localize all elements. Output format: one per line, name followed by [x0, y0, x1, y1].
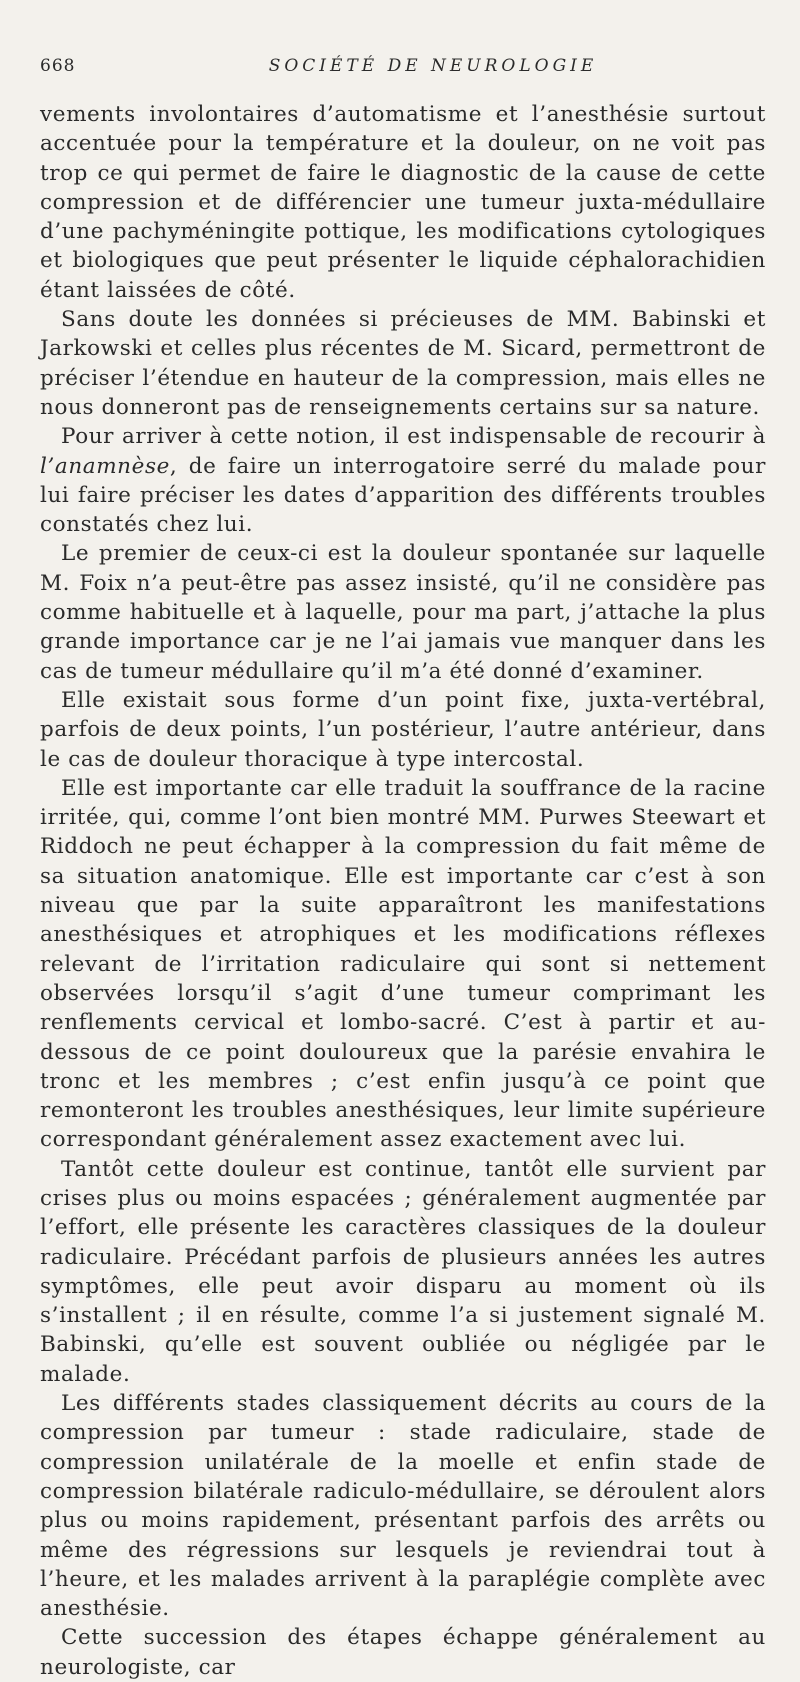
paragraph: Elle est importante car elle traduit la souffrance de la racine irritée, qui, comme l’ont bien montré MM. Purwes Steewart et Riddoch ne peut échapper à la compression du fait même de sa situation anatomique. Elle est importante car c’est à son niveau que par la suite apparaîtront les manifestations anesthésiques et atrophiques et les modifications réflexes relevant de l’irritation radiculaire qui sont si nettement observées lorsqu’il s’agit d’une tumeur comprimant les renflements cervical et lombo-sacré. C’est à partir et au-dessous de ce point douloureux que la parésie envahira le tronc et les membres ; c’est enfin jusqu’à ce point que remonteront les troubles anesthésiques, leur limite supérieure correspondant généralement assez exactement avec lui. — [40, 775, 766, 1153]
paragraph-text: Pour arriver à cette notion, il est indispensable de recourir à — [61, 424, 766, 450]
article-body — [40, 100, 766, 1682]
paragraph: Cette succession des étapes échappe généralement au neurologiste, car — [40, 1625, 766, 1680]
paragraph: Le premier de ceux-ci est la douleur spontanée sur laquelle M. Foix n’a peut-être pas assez insisté, qu’il ne considère pas comme habituelle et à laquelle, pour ma part, j’attache la plus grande importance car je ne l’ai jamais vue manquer dans les cas de tumeur médullaire qu’il m’a été donné d’examiner. — [40, 541, 766, 684]
paragraph: Les différents stades classiquement décrits au cours de la compression par tumeur : stade radiculaire, stade de compression unilatérale de la moelle et enfin stade de compression bilatérale radiculo-médullaire, se déroulent alors plus ou moins rapidement, présentant parfois des arrêts ou même des régressions sur lesquels je reviendrai tout à l’heure, et les malades arrivent à la paraplégie complète avec anesthésie. — [40, 1391, 766, 1622]
running-title: SOCIÉTÉ DE NEUROLOGIE — [268, 56, 598, 76]
paragraph: Tantôt cette douleur est continue, tantôt elle survient par crises plus ou moins espacées ; généralement augmentée par l’effort, elle présente les caractères classiques de la douleur radiculaire. Précédant parfois de plusieurs années les autres symptômes, elle peut avoir disparu au moment où ils s’installent ; il en résulte, comme l’a si justement signalé M. Babinski, qu’elle est souvent oubliée ou négligée par le malade. — [40, 1156, 766, 1387]
page-number: 668 — [40, 56, 76, 76]
page-header — [40, 56, 766, 100]
paragraph — [40, 422, 766, 539]
paragraph-text: , de faire un interrogatoire serré du malade pour lui faire préciser les dates d’apparition des différents troubles constatés chez lui. — [40, 453, 766, 538]
paragraph: Sans doute les données si précieuses de MM. Babinski et Jarkowski et celles plus récentes de M. Sicard, permettront de préciser l’étendue en hauteur de la compression, mais elles ne nous donneront pas de renseignements certains sur sa nature. — [40, 307, 766, 420]
paragraph: Elle existait sous forme d’un point fixe, juxta-vertébral, parfois de deux points, l’un postérieur, l’autre antérieur, dans le cas de douleur thoracique à type intercostal. — [40, 687, 766, 772]
paragraph: vements involontaires d’automatisme et l’anesthésie surtout accentuée pour la température et la douleur, on ne voit pas trop ce qui permet de faire le diagnostic de la cause de cette compression et de différencier une tumeur juxta-médullaire d’une pachyméningite pottique, les modifications cytologiques et biologiques que peut présenter le liquide céphalorachidien étant laissées de côté. — [40, 102, 766, 303]
italic-term: l’anamnèse — [40, 453, 170, 479]
